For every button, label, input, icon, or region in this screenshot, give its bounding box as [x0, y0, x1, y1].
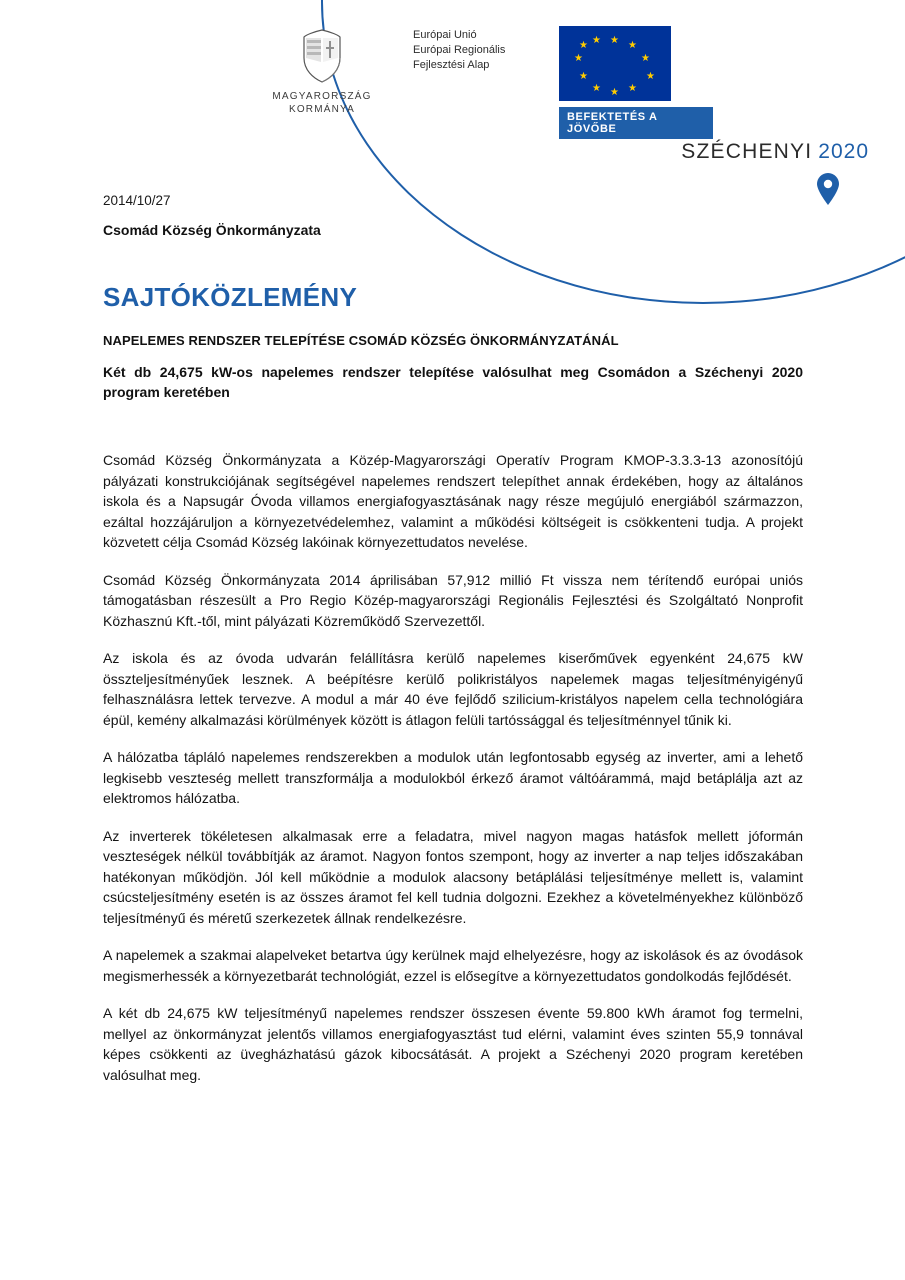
szechenyi-2020-logo	[681, 140, 869, 164]
eu-label-line3: Fejlesztési Alap	[413, 59, 490, 71]
document-lead: Két db 24,675 kW-os napelemes rendszer telepítése valósulhat meg Csomádon a Széchenyi 2020 program keretében	[103, 364, 803, 400]
paragraph: Az inverterek tökéletesen alkalmasak erre a feladatra, mivel nagyon magas hatásfok mellett jóformán veszteségek nélkül továbbítják az áramot. Nagyon fontos szempont, hogy az inverter a nap teljes időszakában hatékonyan működjön. Jól kell működnie a modulok alacsony betáplálási teljesítménye mellett is, valamint csúcsteljesítmény esetén is az összes áramot fel kell tudnia dolgozni. Ezekhez a követelményekhez különböző teljesítményű és méretű szerkezetek állnak rendelkezésre.	[103, 827, 803, 926]
page-title: SAJTÓKÖZLEMÉNY	[103, 282, 358, 312]
coat-of-arms-icon	[301, 28, 343, 84]
eu-flag-icon: ★ ★ ★ ★ ★ ★ ★ ★ ★ ★ ★	[559, 26, 671, 101]
eu-fund-labels	[413, 26, 553, 73]
paragraph: Csomád Község Önkormányzata 2014 áprilisában 57,912 millió Ft vissza nem térítendő európai uniós támogatásban részesült a Pro Regio Közép-magyarországi Regionális Fejlesztési és Szolgáltató Nonprofit Közhasznú Kft.-től, mint pályázati Közreműködő Szervezettől.	[103, 571, 803, 629]
eu-logo-block	[413, 26, 713, 139]
hungary-government-logo	[237, 28, 407, 116]
coat-of-arms-label-line1: MAGYARORSZÁG	[272, 91, 372, 102]
eu-investment-banner: BEFEKTETÉS A JÖVŐBE	[559, 107, 713, 139]
eu-label-line1: Európai Unió	[413, 29, 477, 41]
szechenyi-year: 2020	[818, 140, 869, 163]
header-logos	[237, 22, 877, 192]
document-date: 2014/10/27	[103, 193, 171, 208]
paragraph: Csomád Község Önkormányzata a Közép-Magyarországi Operatív Program KMOP-3.3.3-13 azonosítójú pályázati konstrukciójának segítségével napelemes rendszert telepíthet annak érdekében, hogy az általános iskola és a Napsugár Óvoda villamos energiafogyasztásának nagy része megújuló energiából származzon, ezáltal hozzájáruljon a környezetvédelemhez, valamint a működési költségeit is csökkenteni tudja. A projekt közvetett célja Csomád Község lakóinak környezettudatos nevelése.	[103, 452, 803, 550]
map-pin-icon	[815, 172, 841, 206]
eu-label-line2: Európai Regionális	[413, 44, 506, 56]
organization-name: Csomád Község Önkormányzata	[103, 222, 321, 238]
document-subtitle: NAPELEMES RENDSZER TELEPÍTÉSE CSOMÁD KÖZSÉG ÖNKORMÁNYZATÁNÁL	[103, 333, 619, 348]
paragraph: A hálózatba tápláló napelemes rendszerekben a modulok után legfontosabb egység az inverter, ami a lehető legkisebb veszteség mellett transzformálja a modulokból érkező áramot váltóárammá, majd betáplálja azt az elektromos hálózatba.	[103, 749, 803, 806]
coat-of-arms-label-line2: KORMÁNYA	[288, 104, 356, 115]
paragraph: Az iskola és az óvoda udvarán felállításra kerülő napelemes kiserőművek egyenként 24,675 kW összteljesítményűek lesznek. A beépítésre kerülő polikristályos napelemek magas teljesítményigényű felhasználásra lettek tervezve. A modul a már 40 éve fejlődő szilicium-kristályos napelem cella technológiára épül, kemény alkalmazási körülmények között is átlagon felüli tartóssággal és teljesítménnyel tűnik ki.	[103, 650, 803, 728]
paragraph: A két db 24,675 kW teljesítményű napelemes rendszer összesen évente 59.800 kWh áramot fog termelni, mellyel az önkormányzat jelentős villamos energiafogyasztást tud elérni, valamint éves szinten 55,9 tonnával képes csökkenti az üvegházhatású gázok kibocsátását. A projekt a Széchenyi 2020 program keretében valósulhat meg.	[103, 1005, 803, 1083]
document-content	[103, 193, 803, 1085]
szechenyi-name: SZÉCHENYI	[681, 140, 813, 163]
paragraph: A napelemek a szakmai alapelveket betartva úgy kerülnek majd elhelyezésre, hogy az iskolások és az óvodások megismerhessék a környezetbarát technológiát, ezzel is elősegítve a környezettudatos gondolkodás fejlődését.	[103, 947, 803, 984]
